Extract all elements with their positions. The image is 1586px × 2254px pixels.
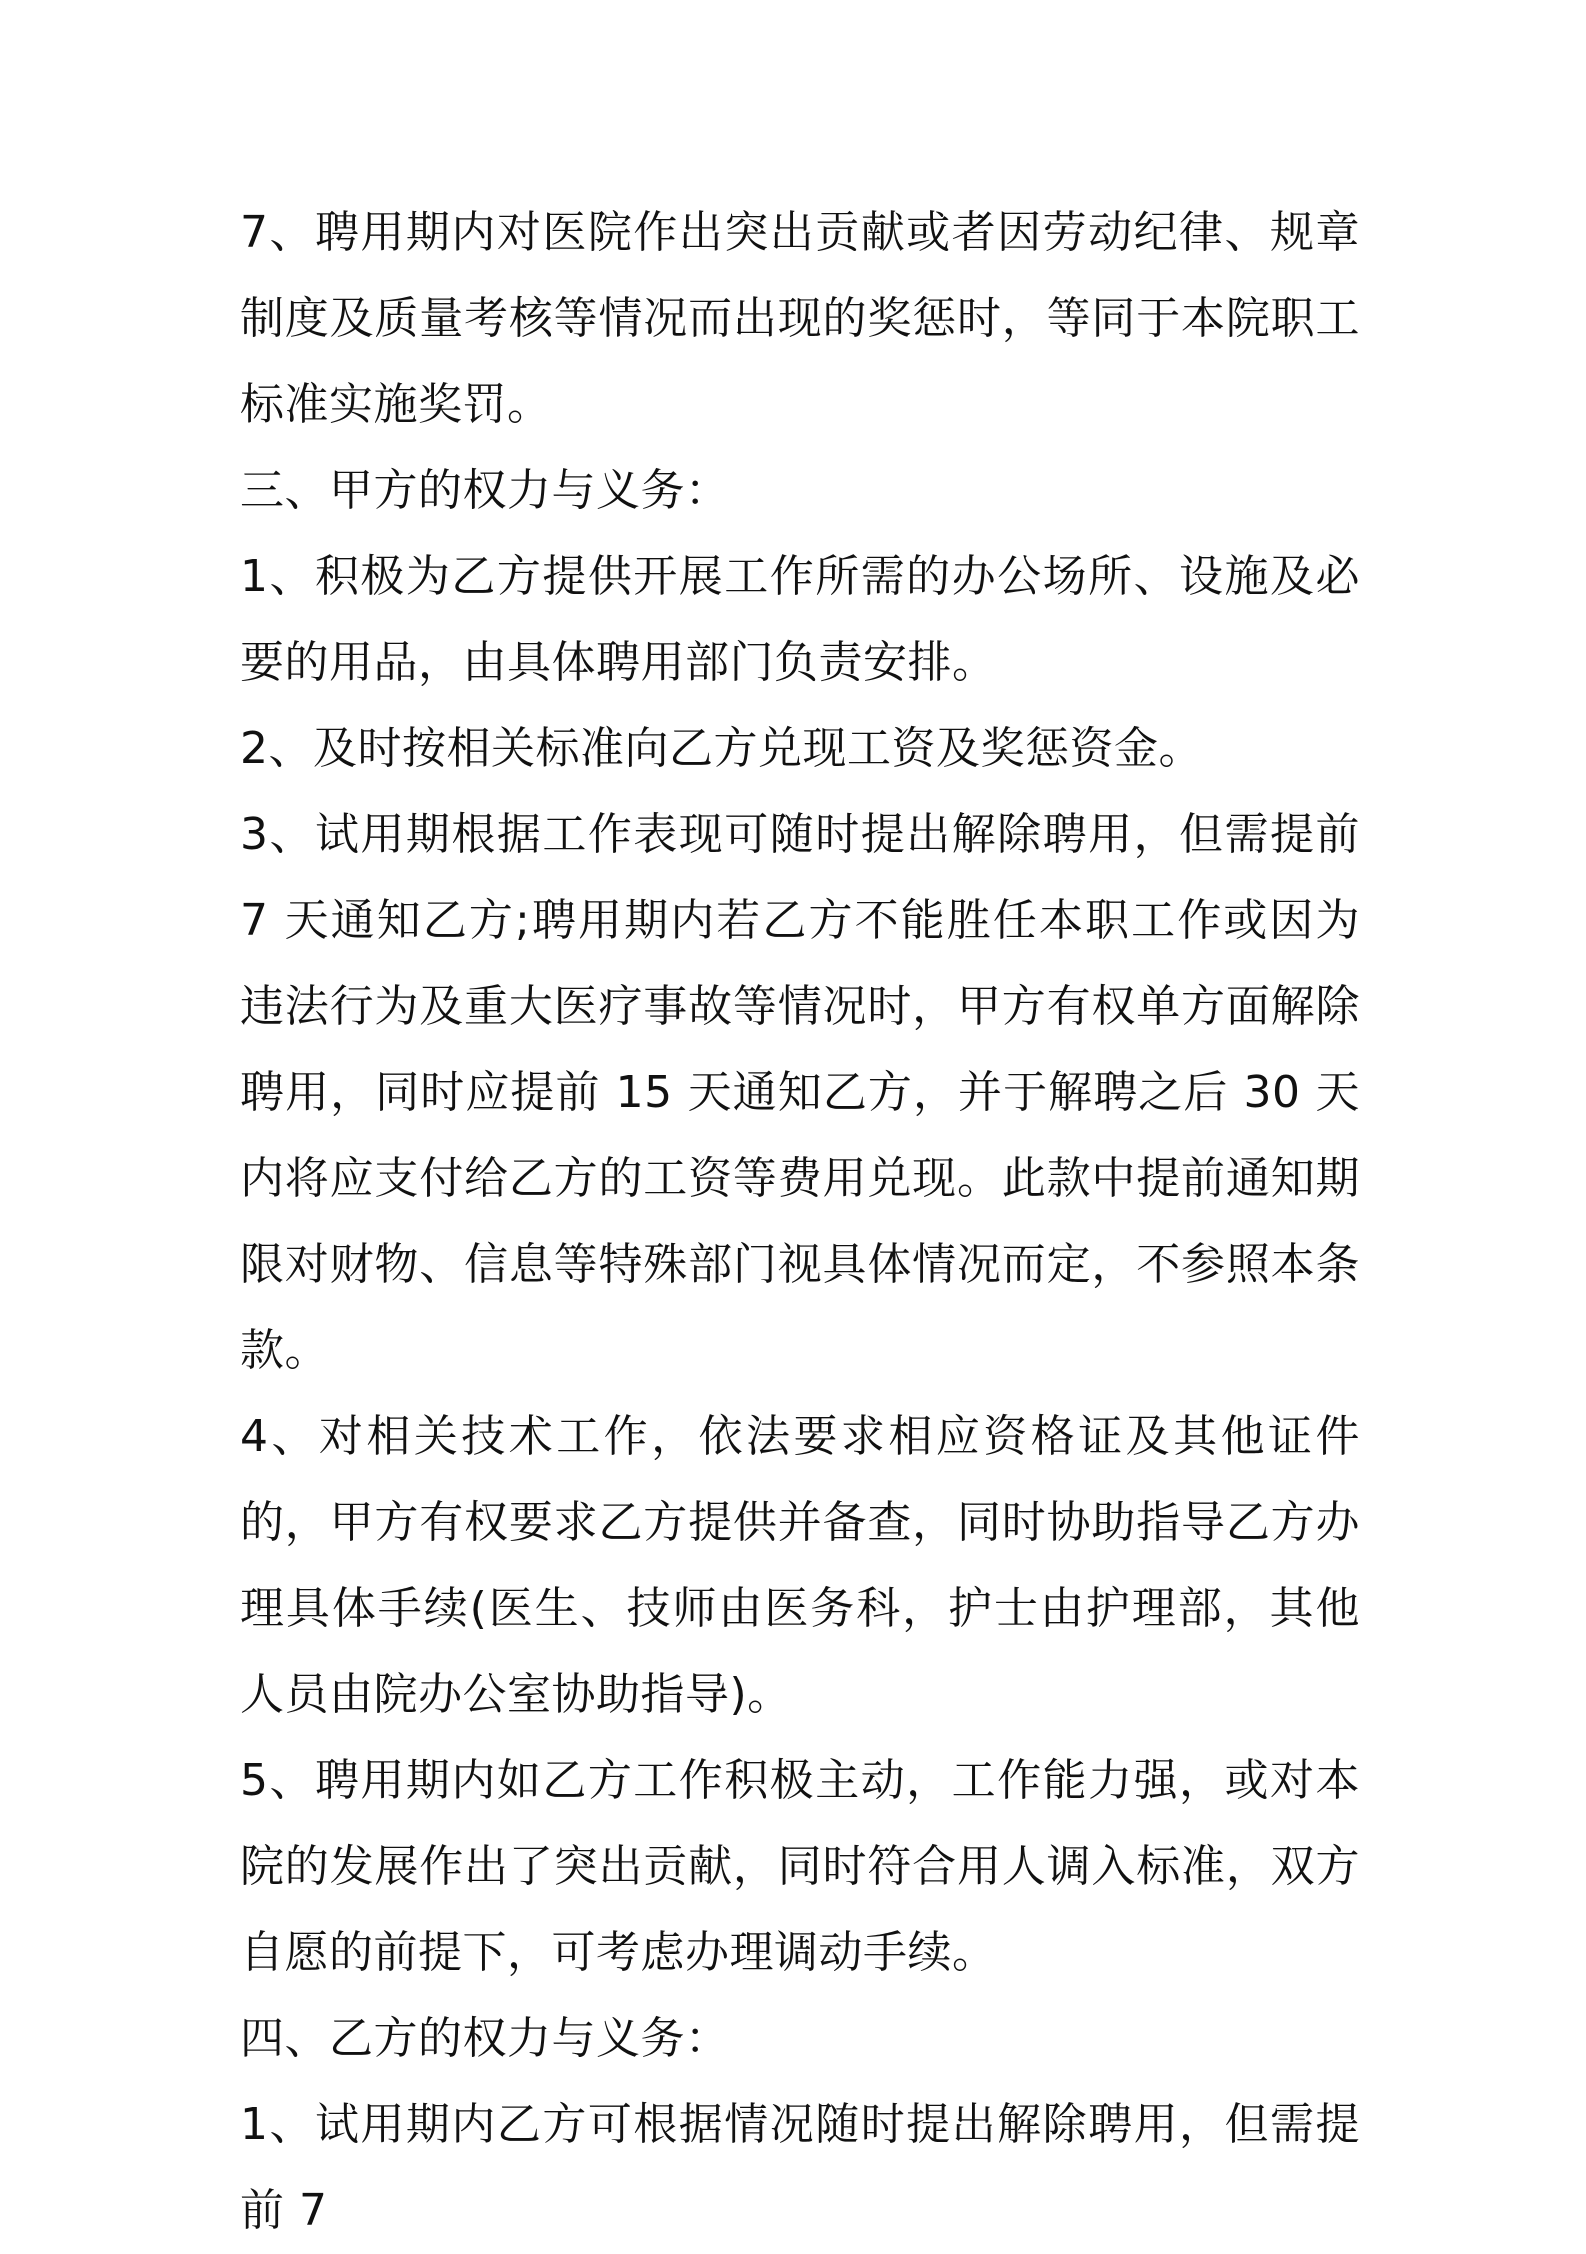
document-body <box>240 190 1360 2254</box>
party-a-clause-5: 5、聘用期内如乙方工作积极主动，工作能力强，或对本院的发展作出了突出贡献，同时符合用人调入标准，双方自愿的前提下，可考虑办理调动手续。 <box>240 1755 1360 1978</box>
party-a-clause-4: 4、对相关技术工作，依法要求相应资格证及其他证件的，甲方有权要求乙方提供并备查，同时协助指导乙方办理具体手续(医生、技师由医务科，护士由护理部，其他人员由院办公室协助指导)。 <box>240 1411 1360 1720</box>
section-heading-party-b: 四、乙方的权力与义务： <box>240 2013 730 2064</box>
party-a-clause-1: 1、积极为乙方提供开展工作所需的办公场所、设施及必要的用品，由具体聘用部门负责安排。 <box>240 551 1360 688</box>
party-a-clause-2: 2、及时按相关标准向乙方兑现工资及奖惩资金。 <box>240 723 1203 774</box>
clause-7-rewards-penalties: 7、聘用期内对医院作出突出贡献或者因劳动纪律、规章制度及质量考核等情况而出现的奖惩时，等同于本院职工标准实施奖罚。 <box>240 207 1360 430</box>
party-b-clause-1: 1、试用期内乙方可根据情况随时提出解除聘用，但需提前 7 <box>240 2099 1360 2236</box>
party-a-clause-3: 3、试用期根据工作表现可随时提出解除聘用，但需提前 7 天通知乙方;聘用期内若乙方不能胜任本职工作或因为违法行为及重大医疗事故等情况时，甲方有权单方面解除聘用，同时应提前 15 天通知乙方，并于解聘之后 30 天内将应支付给乙方的工资等费用兑现。此款中提前通知期限对财物、信息等特殊部门视具体情况而定，不参照本条款。 <box>240 809 1360 1376</box>
section-heading-party-a: 三、甲方的权力与义务： <box>240 465 730 516</box>
